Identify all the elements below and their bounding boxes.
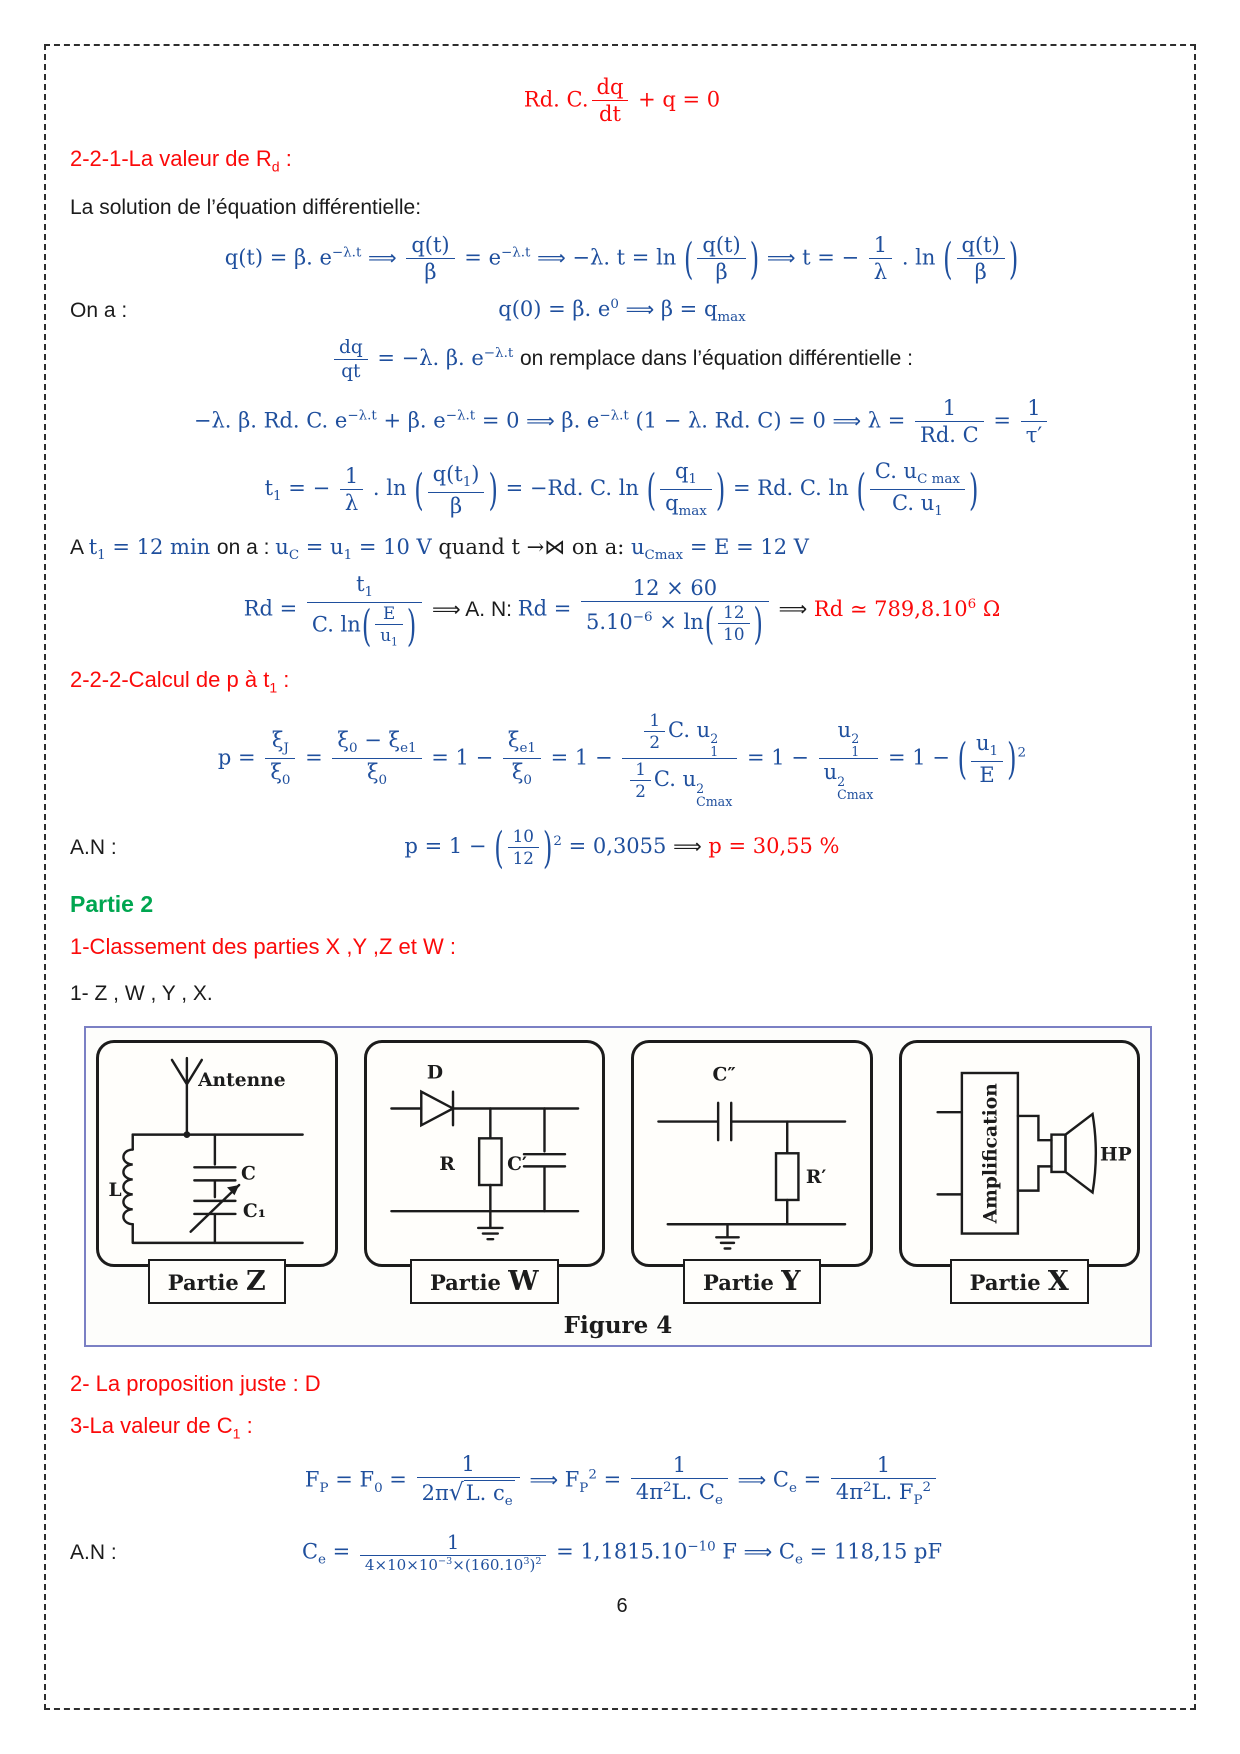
answer-classement: 1- Z , W , Y , X. bbox=[70, 981, 213, 1005]
paragraph-solution: La solution de l’équation différentielle: bbox=[70, 195, 422, 219]
label-cpp: C″ bbox=[712, 1063, 736, 1086]
equation-differential: Rd. C. $\frac{dq}{dt}$ + q = 0 bbox=[523, 75, 721, 127]
fraction: $\frac{q(t)}{\beta}$ bbox=[406, 232, 454, 286]
equation-qt: q(t) = β. $e^{-\lambda.t}$ ⟹ $\frac{q(t)}{\beta}$ = $e^{-\lambda.t}$ ⟹ −λ. t = ln ( $\frac{q(t)}{\beta}$ ) ⟹ t = − $\frac{1}{\lambda}$ . ln ( $\frac{q(t)}{\beta}$ ) bbox=[224, 232, 1019, 285]
circuit-partie-y bbox=[631, 1040, 873, 1304]
heading-valeur-c1: 3-La valeur de $C_1$ : bbox=[70, 1412, 253, 1441]
num: dq bbox=[592, 74, 629, 101]
label-on-a: On a : bbox=[70, 299, 128, 323]
label-partie-z: Partie Z bbox=[148, 1259, 286, 1304]
heading-proposition: 2- La proposition juste : D bbox=[70, 1370, 321, 1396]
diode-icon bbox=[391, 1092, 578, 1126]
fraction: $\frac{1}{\lambda}$ bbox=[340, 463, 363, 517]
fraction: $\frac{\xi_J}{\xi_0}$ bbox=[265, 727, 295, 790]
circuit-partie-w bbox=[364, 1040, 606, 1304]
result-rd: Rd ≃ 789,8.10$^6$ Ω bbox=[813, 596, 1001, 621]
row-on-a bbox=[70, 297, 1174, 325]
label-r: R bbox=[438, 1153, 455, 1176]
den: dt bbox=[599, 102, 621, 127]
row-an-p bbox=[70, 822, 1174, 873]
figure-caption: Figure 4 bbox=[563, 1311, 673, 1339]
circuit-partie-x bbox=[899, 1040, 1141, 1304]
fraction: $\frac{1}{Rd. C}$ bbox=[915, 395, 984, 449]
fraction: $\frac{\xi_{e1}}{\xi_0}$ bbox=[503, 727, 541, 790]
fraction: u 2 1 u 2 Cmax bbox=[819, 717, 879, 801]
fraction: $\frac{1}{2}$ C. u 2 1 $\frac{1}{2}$ C. u 2 Cmax bbox=[622, 710, 737, 808]
label-amplification: Amplification bbox=[978, 1083, 1001, 1224]
equation-rd: Rd = $t_1$ C. ln( $\frac{E}{u_1}$ ) ⟹ A. N: Rd = 12 × 60 $5.10^{-6} \times \ln$( $\frac{12}{10}$ ) ⟹ Rd ≃ 789,8.10$^6$ Ω bbox=[243, 572, 1001, 652]
fraction: $\frac{q(t)}{\beta}$ bbox=[697, 232, 745, 286]
page-sheet bbox=[44, 44, 1196, 1710]
speaker-cone-icon bbox=[1065, 1114, 1095, 1192]
fraction: $\frac{1}{\lambda}$ bbox=[869, 232, 892, 286]
equation-fp: $F_P = F_0$ = $\frac{1}{2\pi√L. c_e}$ ⟹ $F_P^2$ = $\frac{1}{4\pi^2L. C_e}$ ⟹ $C_e$ = $\frac{1}{4\pi^2L. F_P^2}$ bbox=[70, 1451, 1174, 1511]
fraction: $\frac{\xi_0 - \xi_{e1}}{\xi_0}$ bbox=[332, 727, 421, 790]
label-rp: R′ bbox=[805, 1166, 827, 1189]
label-cp: C′ bbox=[506, 1153, 527, 1176]
figure-4 bbox=[84, 1026, 1152, 1347]
label-partie-w: Partie W bbox=[410, 1259, 559, 1304]
fraction: $t_1$ C. ln( $\frac{E}{u_1}$ ) bbox=[307, 571, 422, 649]
fraction: $\frac{1}{4\times 10\times 10^{-3}\times(160.10^3)^2}$ bbox=[360, 1531, 547, 1575]
fraction: $\frac{12}{10}$ bbox=[718, 602, 749, 645]
capacitor-cp-icon bbox=[523, 1108, 564, 1211]
circuit-partie-z bbox=[96, 1040, 338, 1304]
heading-partie-2: Partie 2 bbox=[70, 890, 154, 917]
fraction: $\frac{1}{\tau'}$ bbox=[1021, 395, 1047, 449]
fraction: $\frac{E}{u_1}$ bbox=[375, 603, 403, 649]
fraction: $\frac{u_1}{E}$ bbox=[971, 730, 1003, 788]
equation-p: p = $\frac{\xi_J}{\xi_0}$ = $\frac{\xi_0 - \xi_{e1}}{\xi_0}$ = 1 − $\frac{\xi_{e1}}{\xi_0}$ = 1 − $\frac{1}{2}$ C. u 2 1 $\frac{1}{2}$ C. u 2 Cmax = 1 − u 2 1 u 2 Cmax = 1 − ( $\frac{u_1}{E}$ )$^2$ bbox=[217, 709, 1027, 809]
equation-t1: $t_1$ = − $\frac{1}{\lambda}$ . ln ( $\frac{q(t_1)}{\beta}$ ) = −Rd. C. ln ( $\frac{q_1}{q_{max}}$ ) = Rd. C. ln ( $\frac{C. u_{C max}}{C. u_1}$ ) bbox=[264, 459, 979, 520]
result-p: p = 30,55 % bbox=[708, 834, 840, 858]
fraction: $\frac{1}{2\pi√L. c_e}$ bbox=[417, 1451, 520, 1511]
label-an: A.N : bbox=[70, 835, 117, 859]
label-c1: C₁ bbox=[242, 1199, 266, 1222]
label-hp: HP bbox=[1099, 1143, 1132, 1166]
heading-2-2-1: 2-2-1-La valeur de $R_d$ : bbox=[70, 145, 292, 174]
fraction: $\frac{10}{12}$ bbox=[508, 826, 539, 869]
circuit-x-diagram bbox=[904, 1045, 1136, 1262]
equation-q0: q(0) = β. $e^0$ ⟹ $\beta = q_{max}$ bbox=[498, 297, 746, 326]
fraction: 12 × 60 $5.10^{-6} \times \ln$( $\frac{12}{10}$ ) bbox=[581, 575, 769, 645]
fraction: $\frac{C. u_{C max}}{C. u_1}$ bbox=[870, 458, 965, 521]
equation-p-result: p = 1 − ( $\frac{10}{12}$ )$^2$ = 0,3055 ⟹ p = 30,55 % bbox=[404, 822, 840, 873]
circuit-z-diagram bbox=[101, 1045, 333, 1262]
equation-dqdt: $\frac{dq}{qt}$ = −λ. β. $e^{-\lambda.t}$ on remplace dans l’équation différentielle : bbox=[70, 336, 1174, 383]
label-partie-y: Partie Y bbox=[683, 1259, 821, 1304]
fraction: $\frac{1}{2}$ bbox=[630, 759, 651, 802]
fraction: $\frac{1}{4\pi^2L. C_e}$ bbox=[631, 1452, 728, 1510]
ground-icon bbox=[716, 1224, 738, 1248]
ground-icon bbox=[478, 1211, 502, 1239]
resistor-rp-icon bbox=[776, 1153, 798, 1200]
fraction: $\frac{q(t)}{\beta}$ bbox=[957, 232, 1005, 286]
inductor-icon bbox=[123, 1150, 132, 1225]
circuit-y-diagram bbox=[636, 1045, 868, 1262]
fraction: $\frac{q(t_1)}{\beta}$ bbox=[428, 461, 485, 519]
label-c: C bbox=[241, 1162, 256, 1185]
circuit-w-diagram bbox=[369, 1045, 601, 1262]
fraction bbox=[592, 74, 629, 128]
heading-classement: 1-Classement des parties X ,Y ,Z et W : bbox=[70, 933, 456, 959]
speaker-icon bbox=[1051, 1135, 1065, 1172]
page-number: 6 bbox=[616, 1595, 628, 1618]
line-conditions: A $t_1 = 12$ min on a : $u_C = u_1 = 10$ V quand t →⋈ on a: $u_{Cmax} = E = 12$ V bbox=[70, 535, 809, 564]
capacitor-cpp-icon bbox=[658, 1103, 845, 1140]
fraction: $\frac{1}{2}$ bbox=[644, 710, 665, 753]
equation-lambda: −λ. β. Rd. C. $e^{-\lambda.t} + \beta$. $e^{-\lambda.t} = 0$ ⟹ β. $e^{-\lambda.t}$ (1 − λ. Rd. C) = 0 ⟹ λ = $\frac{1}{Rd. C}$ = $\frac{1}{\tau'}$ bbox=[70, 395, 1174, 449]
fraction: $\frac{dq}{qt}$ bbox=[334, 336, 368, 383]
equation-ce: $C_e$ = $\frac{1}{4\times 10\times 10^{-3}\times(160.10^3)^2}$ = $1,1815.10^{-10}$ F ⟹ $C_e = 118,15$ pF bbox=[301, 1531, 943, 1575]
row-an-ce bbox=[70, 1531, 1174, 1575]
fraction: $\frac{1}{4\pi^2L. F_P^2}$ bbox=[831, 1452, 936, 1510]
label-partie-x: Partie X bbox=[950, 1259, 1089, 1304]
heading-2-2-2: 2-2-2-Calcul de p à $t_1$ : bbox=[70, 667, 290, 696]
label-antenne: Antenne bbox=[198, 1069, 286, 1092]
label-d: D bbox=[426, 1061, 443, 1084]
label-an: A.N : bbox=[70, 1541, 117, 1565]
label-l: L bbox=[108, 1179, 122, 1202]
resistor-r-icon bbox=[479, 1138, 501, 1185]
fraction: $\frac{q_1}{q_{max}}$ bbox=[660, 458, 712, 521]
